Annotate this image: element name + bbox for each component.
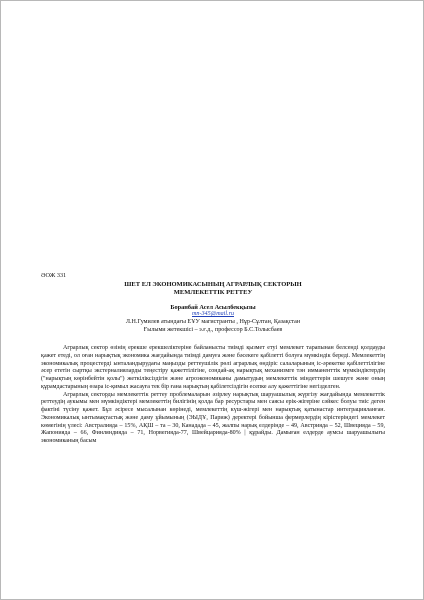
author-email-link[interactable]: mn-345@mail.ru — [192, 311, 234, 318]
body-paragraph-2: Аграрлық секторды мемлекеттік реттеу проблемаларын әзірлеу нарықтық шаруашылық жүргізу жағдайында мемлекеттік реттеудің аукымы мен мүмкіндіктері мемлекеттің билігінің қолда бар ресурстары мен саясы ерік-жігеріне сәйкес болуы тиіс деген фактіні түсіну қажет. Бұл әсіресе мысалынан көрінеді, мемлекеттің күш-жігері мен нарықтық қатынастар интеграцияланған. Экономикалық ынтымақтастық және даму ұйымының (ЭЫДҰ, Париж) деректері бойынша фермерлердің кірістеріндегі мемлекет көмегінің үлесі: Австралияда – 15%, АҚШ – та – 30, Канадада – 45, жалпы нарық елдерінде – 49, Австрияда – 52, Швецияда – 59, Жапонияда – 66, Финляндияда – 71, Норвегияда-77, Швейцарияда-80% | құрайды. Дамыған елдерде аумсы шаруашылығы экономиканың басым — [41, 391, 385, 445]
scientific-advisor: Ғылыми жетекшісі – э.ғ.д., профессор Б.С.Толысбаев — [143, 327, 283, 334]
article-content — [41, 272, 385, 446]
udc-code: ӘОЖ 331 — [41, 272, 67, 279]
author-affiliation: Л.Н.Гумилев атындағы ЕҰУ магистранты , Нұр-Сұлтан, Қазақстан — [125, 319, 301, 326]
article-title-line-1: ШЕТ ЕЛ ЭКОНОМИКАСЫНЫҢ АГРАРЛЫҚ СЕКТОРЫН — [124, 280, 302, 288]
article-title-line-2: МЕМЛЕКЕТТІК РЕТТЕУ — [173, 289, 253, 297]
body-paragraph-1: Аграрлық сектор өзінің ерекше ерекшеліктеріне байланысты тиімді қызмет етуі мемлекет тарапынан белсенді қолдауды қажет етеді, ол оған нарықтық экономика жағдайында тиімді дамуға және бәсекеге қабілетті болуға мүмкіндік береді. Мемлекеттің экономикалық процестерді ынталандырудағы маңызды реттеушілік рөлі аграрлық өндіріс салаларының іс-әрекетке қабілеттілігіне әсер ететін сыртқы экстерналияларды теңестіру қажеттілігіне, сондай-ақ нарықтық механизмге тән имманенттік мүмкіндіктердің ("нарықтың көрінбейтін қолы") жеткіліксіздігін және агроэкономиканы дамытудың мемлекеттік міндеттерін шешуге және оның құрамдастарының өзара іс-қимыл жасауға тек бір ғана нарықтың қабілетсіздігін есепке алу қажеттігіне негізделген. — [41, 345, 385, 390]
author-name: Боранбай Асел Асылбекқызы — [170, 303, 256, 311]
